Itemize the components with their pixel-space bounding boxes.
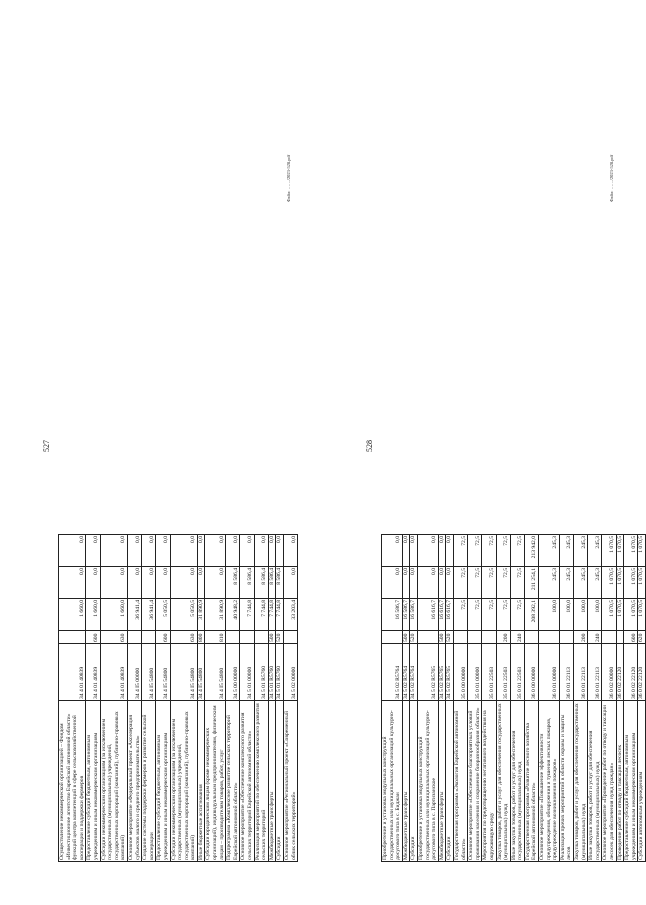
row-code-cell: 36 0 01 22113 [559,644,573,701]
row-vr-cell [482,631,496,644]
row-value-2024-cell: 0,0 [410,567,418,599]
row-value-2024-cell: 0,0 [142,567,156,599]
row-value-2023-cell: 72,5 [496,599,510,631]
row-name-cell: Предоставление субсидий бюджетным, автономным учреждениям и иным некоммерческим организациям [624,701,638,862]
row-code-cell: 34 4 I5 54800 [170,644,197,701]
row-value-2025-cell: 0,0 [205,535,226,567]
row-code-cell: 34 5 01 R5760 [276,644,284,701]
row-value-2025-cell: 0,0 [142,535,156,567]
row-vr-cell [417,631,438,644]
row-name-cell: Мероприятия по предотвращению негативного воздействия на окружающую среду [482,701,496,862]
row-value-2025-cell: 0,0 [382,535,403,567]
table-row [142,535,156,862]
row-code-cell: 35 0 01 22503 [482,644,496,701]
row-value-2025-cell: 0,0 [226,535,240,567]
row-value-2023-cell: 16 616,7 [446,599,454,631]
row-code-cell: 35 0 00 00000 [453,644,467,701]
row-value-2023-cell: 100,0 [588,599,602,631]
row-code-cell: 34 4 I5 54800 [205,644,226,701]
row-value-2025-cell: 0,0 [284,535,298,567]
row-name-cell: Субсидии [446,701,454,862]
row-value-2025-cell: 0,0 [197,535,205,567]
row-value-2025-cell: 72,5 [482,535,496,567]
row-value-2023-cell: 33 203,4 [284,599,298,631]
row-value-2023-cell: 1 070,5 [624,599,638,631]
row-code-cell: 35 0 01 22503 [496,644,510,701]
row-value-2025-cell: 1 070,5 [602,535,616,567]
row-code-cell: 34 4 I5 00000 [127,644,141,701]
row-value-2025-cell: 245,3 [574,535,588,567]
row-vr-cell [602,631,616,644]
row-vr-cell: 500 [438,631,446,644]
row-value-2023-cell: 36 941,4 [127,599,141,631]
row-name-cell: Межбюджетные трансферты [268,701,276,862]
table-row [539,535,560,862]
table-row [602,535,616,862]
row-name-cell: Иные бюджетные ассигнования [197,701,205,862]
row-value-2025-cell: 0,0 [59,535,86,567]
row-vr-cell: 200 [574,631,588,644]
table-row [524,535,538,862]
row-value-2025-cell: 0,0 [276,535,284,567]
table-row [496,535,510,862]
row-code-cell: 35 0 01 00000 [468,644,482,701]
row-name-cell: Государственная программа «Развитие лесного хозяйства Еврейской автономной области» [524,701,538,862]
row-value-2023-cell: 72,5 [468,599,482,631]
row-vr-cell: 500 [402,631,410,644]
table-row [156,535,170,862]
page-footer: Файл: ……/2023-528.pdf [286,154,291,202]
row-name-cell: Закупка товаров, работ и услуг для обеспечения государственных (муниципальных) нужд [496,701,510,862]
table-row [588,535,602,862]
table-row [205,535,226,862]
row-value-2025-cell: 1 070,5 [624,535,638,567]
row-code-cell: 36 0 01 22113 [588,644,602,701]
row-code-cell: 34 5 02 R5764 [382,644,403,701]
row-value-2025-cell: 245,3 [588,535,602,567]
row-value-2024-cell: 0,0 [382,567,403,599]
row-value-2023-cell: 208 392,1 [524,599,538,631]
row-value-2024-cell: 245,3 [559,567,573,599]
row-vr-cell [453,631,467,644]
row-vr-cell: 630 [170,631,197,644]
row-value-2023-cell: 16 616,7 [438,599,446,631]
row-value-2024-cell: 211 254,1 [524,567,538,599]
row-value-2023-cell: 7 744,8 [268,599,276,631]
row-code-cell: 36 0 02 00000 [602,644,616,701]
row-value-2023-cell: 16 616,7 [417,599,438,631]
table-row [616,535,624,862]
row-value-2024-cell: 1 070,5 [616,567,624,599]
row-value-2023-cell: 7 744,8 [240,599,254,631]
row-value-2023-cell: 72,5 [482,599,496,631]
table-row [226,535,240,862]
row-name-cell: Основное мероприятие «Повышение эффективности предупреждения, обнаружения и тушения лесных пожаров, предупреждение возникновения пожаров» [539,701,560,862]
row-name-cell: Межбюджетные трансферты [402,701,410,862]
row-value-2024-cell: 0,0 [127,567,141,599]
row-name-cell: Субсидии юридическим лицам (кроме некоммерческих организаций), индивидуальным предпринимателям, физическим лицам – производителям товаров, работ, услуг [205,701,226,862]
row-code-cell: 34 4 I5 54800 [156,644,170,701]
row-value-2024-cell: 0,0 [156,567,170,599]
row-code-cell: 34 4 01 40839 [86,644,100,701]
row-value-2025-cell: 0,0 [446,535,454,567]
row-value-2025-cell: 0,0 [254,535,268,567]
row-code-cell: 34 5 01 R5760 [254,644,268,701]
row-code-cell: 34 4 01 40839 [59,644,86,701]
row-value-2023-cell: 1 660,0 [59,599,86,631]
row-value-2024-cell: 0,0 [446,567,454,599]
table-row [268,535,276,862]
row-name-cell: Иные закупки товаров, работ и услуг для обеспечения государственных (муниципальных) нужд [510,701,524,862]
row-name-cell: Иные закупки товаров, работ и услуг для обеспечения государственных (муниципальных) нужд [588,701,602,862]
table-row [438,535,446,862]
budget-table-left [58,534,298,862]
row-value-2024-cell: 72,5 [482,567,496,599]
row-vr-cell: 600 [86,631,100,644]
row-vr-cell: 240 [510,631,524,644]
row-name-cell: Закупка товаров, работ и услуг для обеспечения государственных (муниципальных) нужд [574,701,588,862]
row-vr-cell [524,631,538,644]
table-row [402,535,410,862]
row-vr-cell: 620 [638,631,646,644]
row-vr-cell [616,631,624,644]
row-value-2023-cell: 7 744,8 [276,599,284,631]
row-value-2023-cell: 16 586,7 [382,599,403,631]
row-value-2023-cell: 100,0 [559,599,573,631]
row-value-2024-cell: 0,0 [100,567,127,599]
row-code-cell: 36 0 02 22120 [616,644,624,701]
row-value-2023-cell: 100,0 [574,599,588,631]
row-value-2025-cell: 0,0 [438,535,446,567]
row-name-cell: Субсидии автономным учреждениям [638,701,646,862]
row-code-cell: 35 0 01 22503 [510,644,524,701]
table-row [410,535,418,862]
row-vr-cell: 500 [268,631,276,644]
row-vr-cell: 520 [410,631,418,644]
row-value-2024-cell: 245,3 [539,567,560,599]
row-vr-cell [382,631,403,644]
page-number: 528 [365,440,374,452]
row-name-cell: Субсидии некоммерческим организациям (за исключением государственных (муниципальных) учреждений, государственных корпораций (компаний), публично-правовых компаний) [170,701,197,862]
row-value-2025-cell: 72,5 [453,535,467,567]
row-value-2024-cell: 8 586,4 [240,567,254,599]
row-code-cell: 34 5 02 R5765 [438,644,446,701]
row-value-2025-cell: 0,0 [170,535,197,567]
row-code-cell: 36 0 02 22120 [624,644,638,701]
row-value-2024-cell: 0,0 [417,567,438,599]
row-vr-cell: 520 [446,631,454,644]
row-name-cell: Межбюджетные трансферты [438,701,446,862]
row-code-cell: 34 5 00 00000 [226,644,240,701]
row-name-cell: Основное мероприятие «Обеспечение комплексного развития сельских территорий Еврейской автономной области» [240,701,254,862]
row-name-cell: Проведение работ по отводу и таксации лесосек [616,701,624,862]
row-code-cell: 34 5 02 R5764 [402,644,410,701]
row-name-cell: Субсидии [410,701,418,862]
row-value-2023-cell: 72,5 [453,599,467,631]
row-name-cell: Приобретение и установка модульных конструкций государственных или муниципальных организаций культурно-досугового типа в с. Партизанское [417,701,438,862]
table-row [59,535,86,862]
row-value-2024-cell: 0,0 [438,567,446,599]
row-value-2024-cell: 1 070,5 [624,567,638,599]
row-name-cell: Реализация прочих мероприятий в области охраны и защиты лесов [559,701,573,862]
row-code-cell: 34 5 02 R5765 [417,644,438,701]
row-vr-cell [539,631,560,644]
row-value-2023-cell: 31 890,9 [197,599,205,631]
row-value-2024-cell: 245,3 [574,567,588,599]
row-value-2024-cell: 0,0 [402,567,410,599]
row-value-2024-cell: 8 586,4 [226,567,240,599]
row-value-2024-cell: 72,5 [453,567,467,599]
row-value-2025-cell: 0,0 [100,535,127,567]
page-number: 527 [42,440,51,452]
table-row [417,535,438,862]
row-vr-cell [254,631,268,644]
row-name-cell: Предоставление субсидий бюджетным, автономным учреждениям и иным некоммерческим организациям [156,701,170,862]
row-value-2024-cell: 0,0 [170,567,197,599]
row-value-2024-cell: 0,0 [284,567,298,599]
row-vr-cell: 600 [156,631,170,644]
row-value-2025-cell: 0,0 [417,535,438,567]
row-value-2025-cell: 0,0 [240,535,254,567]
table-row [382,535,403,862]
row-value-2025-cell: 72,5 [468,535,482,567]
row-value-2025-cell: 72,5 [496,535,510,567]
row-code-cell: 34 5 02 R5764 [410,644,418,701]
table-row [482,535,496,862]
row-value-2025-cell: 0,0 [402,535,410,567]
row-name-cell: Реализация мероприятий по обеспечению комплексного развития сельских территорий [254,701,268,862]
row-value-2025-cell: 0,0 [410,535,418,567]
row-code-cell: 36 0 00 00000 [524,644,538,701]
row-value-2023-cell: 16 586,7 [410,599,418,631]
row-value-2025-cell: 213 942,0 [524,535,538,567]
right-page [365,27,645,862]
table-row [574,535,588,862]
row-vr-cell [284,631,298,644]
row-name-cell: Основное мероприятие «Федеральный проект «Акселерация субъектов малого и среднего предпринимательства» [127,701,141,862]
row-value-2025-cell: 72,5 [510,535,524,567]
row-code-cell: 34 4 I5 54800 [142,644,156,701]
row-value-2024-cell: 72,5 [496,567,510,599]
row-vr-cell: 520 [276,631,284,644]
row-name-cell: Субсидии некоммерческим организациям (за исключением государственных (муниципальных) учреждений, государственных корпораций (компаний), публично-правовых компаний) [100,701,127,862]
row-value-2024-cell: 1 070,5 [602,567,616,599]
table-row [240,535,254,862]
table-row [170,535,197,862]
table-row [127,535,141,862]
row-value-2024-cell: 0,0 [59,567,86,599]
row-name-cell: Государственная программа «Экология Еврейской автономной области» [453,701,467,862]
row-value-2023-cell: 1 660,0 [100,599,127,631]
row-name-cell: Приобретение и установка модульных конструкций государственных или муниципальных организаций культурно-досугового типа в с. Биджан [382,701,403,862]
row-vr-cell [142,631,156,644]
row-name-cell: Основное мероприятие «Региональный проект «Современный облик сельских территорий» [284,701,298,862]
left-page [44,27,299,862]
row-code-cell: 34 5 02 00000 [284,644,298,701]
row-code-cell: 36 0 02 22120 [638,644,646,701]
row-value-2024-cell: 72,5 [468,567,482,599]
row-value-2024-cell: 8 586,4 [276,567,284,599]
table-row [559,535,573,862]
row-value-2023-cell: 72,5 [510,599,524,631]
row-value-2024-cell: 8 586,4 [254,567,268,599]
row-vr-cell: 630 [100,631,127,644]
row-code-cell: 34 4 01 40839 [100,644,127,701]
row-value-2024-cell: 0,0 [205,567,226,599]
row-value-2024-cell: 0,0 [86,567,100,599]
row-name-cell: Основное мероприятие «Обеспечение благоприятных условий проживания населения и сохранение биоразнообразия области» [468,701,482,862]
row-vr-cell: 200 [496,631,510,644]
row-vr-cell: 600 [624,631,638,644]
row-value-2025-cell: 0,0 [86,535,100,567]
row-value-2023-cell: 36 941,4 [142,599,156,631]
table-row [197,535,205,862]
row-vr-cell: 800 [197,631,205,644]
row-vr-cell: 810 [205,631,226,644]
row-value-2025-cell: 1 070,5 [616,535,624,567]
row-value-2025-cell: 0,0 [127,535,141,567]
row-value-2023-cell: 100,0 [539,599,560,631]
table-row [468,535,482,862]
row-name-cell: Основное мероприятие «Проведение работ по отводу и таксации лесосек для обеспечения нужд граждан» [602,701,616,862]
row-name-cell: Создание системы поддержки фермеров и развитие сельской кооперации [142,701,156,862]
row-value-2024-cell: 72,5 [510,567,524,599]
row-value-2023-cell: 5 050,5 [170,599,197,631]
row-value-2023-cell: 31 890,9 [205,599,226,631]
row-value-2024-cell: 0,0 [197,567,205,599]
budget-table-right [381,534,646,862]
row-value-2023-cell: 1 660,0 [86,599,100,631]
row-value-2023-cell: 1 070,5 [616,599,624,631]
row-value-2025-cell: 0,0 [268,535,276,567]
row-value-2023-cell: 1 070,5 [638,599,646,631]
table-row [284,535,298,862]
row-value-2023-cell: 16 586,7 [402,599,410,631]
row-vr-cell [559,631,573,644]
row-vr-cell [240,631,254,644]
table-row [624,535,638,862]
row-name-cell: Подпрограмма «Комплексное развитие сельских территорий Еврейской автономной области» [226,701,240,862]
row-vr-cell: 240 [588,631,602,644]
row-name-cell: Предоставление субсидий бюджетным, автономным учреждениям и иным некоммерческим организациям [86,701,100,862]
table-row [254,535,268,862]
row-value-2023-cell: 1 070,5 [602,599,616,631]
row-code-cell: 34 5 01 00000 [240,644,254,701]
table-row [638,535,646,862]
row-value-2025-cell: 245,3 [539,535,560,567]
table-row [510,535,524,862]
row-name-cell: Субсидии [276,701,284,862]
table-row [453,535,467,862]
row-code-cell: 36 0 01 00000 [539,644,560,701]
row-value-2023-cell: 40 948,2 [226,599,240,631]
row-value-2023-cell: 7 744,8 [254,599,268,631]
table-row [100,535,127,862]
row-vr-cell [468,631,482,644]
row-value-2024-cell: 245,3 [588,567,602,599]
row-vr-cell [59,631,86,644]
row-name-cell: Осуществление некоммерческой организацией – Фондом «Инвестиционное агентство Еврейской автономной области» функций центра компетенций в сфере сельскохозяйственной кооперации и поддержки фермеров [59,701,86,862]
row-value-2024-cell: 8 586,4 [268,567,276,599]
row-code-cell: 34 5 02 R5765 [446,644,454,701]
table-row [276,535,284,862]
row-vr-cell [226,631,240,644]
table-row [446,535,454,862]
row-value-2025-cell: 0,0 [156,535,170,567]
row-value-2023-cell: 5 050,5 [156,599,170,631]
row-value-2025-cell: 245,3 [559,535,573,567]
page-footer: Файл: ……/2023-528.pdf [609,154,614,202]
row-vr-cell [127,631,141,644]
row-code-cell: 34 5 01 R5760 [268,644,276,701]
table-row [86,535,100,862]
row-value-2024-cell: 1 070,5 [638,567,646,599]
row-code-cell: 36 0 01 22113 [574,644,588,701]
row-code-cell: 34 4 I5 54800 [197,644,205,701]
row-value-2025-cell: 1 070,5 [638,535,646,567]
